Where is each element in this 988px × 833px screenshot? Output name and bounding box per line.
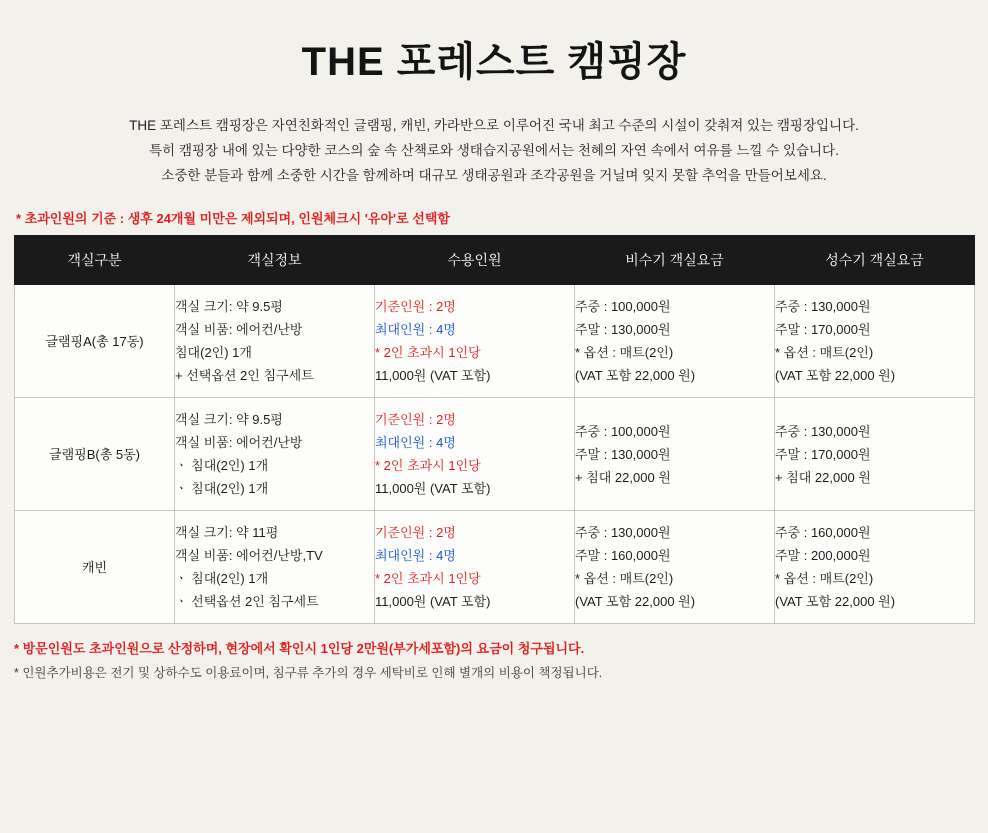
- rate-line: 주중 : 100,000원: [575, 299, 671, 314]
- rate-line: + 침대 22,000 원: [775, 469, 871, 485]
- room-info-cell: [175, 285, 375, 398]
- capacity-line: 기준인원 : 2명: [375, 299, 456, 314]
- room-info-line: 객실 비품: 에어컨/난방,TV: [175, 548, 323, 563]
- room-info-line: 객실 비품: 에어컨/난방: [175, 322, 303, 337]
- footer-notes: [14, 624, 974, 681]
- capacity-line: * 2인 초과시 1인당: [375, 345, 481, 360]
- table-row: [15, 285, 975, 398]
- column-header-room-type: 객실구분: [15, 236, 175, 285]
- intro-line: 특히 캠핑장 내에 있는 다양한 코스의 숲 속 산책로와 생태습지공원에서는 천혜의 자연 속에서 여유를 느낄 수 있습니다.: [149, 143, 839, 158]
- rate-line: (VAT 포함 22,000 원): [575, 368, 696, 383]
- rate-line: (VAT 포함 22,000 원): [775, 368, 896, 383]
- room-type-cell: 글램핑A(총 17동): [15, 285, 175, 398]
- column-header-offpeak-rate: 비수기 객실요금: [575, 236, 775, 285]
- rate-line: 주중 : 100,000원: [575, 423, 671, 439]
- room-type-cell: 캐빈: [15, 511, 175, 624]
- rate-line: (VAT 포함 22,000 원): [775, 594, 896, 609]
- capacity-cell: [375, 285, 575, 398]
- rate-line: * 옵션 : 매트(2인): [575, 571, 674, 586]
- offpeak-rate-cell: [575, 511, 775, 624]
- room-type-cell: 글램핑B(총 5동): [15, 398, 175, 511]
- top-note: * 초과인원의 기준 : 생후 24개월 미만은 제외되며, 인원체크시 '유아'로 선택함: [16, 211, 450, 226]
- rate-line: 주말 : 170,000원: [775, 446, 871, 462]
- rate-line: 주중 : 130,000원: [775, 423, 871, 439]
- rate-line: + 침대 22,000 원: [575, 469, 671, 485]
- room-info-line: 객실 크기: 약 9.5평: [175, 299, 283, 314]
- rate-line: * 옵션 : 매트(2인): [775, 571, 874, 586]
- table-row: [15, 398, 975, 511]
- page-title: THE 포레스트 캠핑장: [301, 40, 687, 84]
- intro-line: THE 포레스트 캠핑장은 자연친화적인 글램핑, 캐빈, 카라반으로 이루어진 국내 최고 수준의 시설이 갖춰져 있는 캠핑장입니다.: [129, 118, 859, 133]
- room-info-line: ㆍ 선택옵션 2인 침구세트: [175, 594, 319, 609]
- room-info-line: ㆍ 침대(2인) 1개: [175, 481, 269, 496]
- rate-line: 주말 : 200,000원: [775, 548, 871, 563]
- rate-line: 주중 : 130,000원: [775, 299, 871, 314]
- capacity-line: * 2인 초과시 1인당: [375, 571, 481, 586]
- footer-note-info: * 인원추가비용은 전기 및 상하수도 이용료이며, 침구류 추가의 경우 세탁비로 인해 별개의 비용이 책정됩니다.: [14, 666, 603, 680]
- capacity-cell: [375, 511, 575, 624]
- capacity-line: 11,000원 (VAT 포함): [375, 481, 491, 496]
- intro-paragraph: [14, 91, 974, 194]
- capacity-line: 최대인원 : 4명: [375, 435, 456, 450]
- room-info-line: 객실 비품: 에어컨/난방: [175, 435, 303, 450]
- rate-line: 주말 : 170,000원: [775, 322, 871, 337]
- room-info-line: 객실 크기: 약 9.5평: [175, 412, 283, 427]
- rate-line: 주중 : 130,000원: [575, 525, 671, 540]
- capacity-line: 최대인원 : 4명: [375, 322, 456, 337]
- capacity-line: 기준인원 : 2명: [375, 525, 456, 540]
- rate-line: 주말 : 160,000원: [575, 548, 671, 563]
- offpeak-rate-cell: [575, 398, 775, 511]
- column-header-room-info: 객실정보: [175, 236, 375, 285]
- column-header-capacity: 수용인원: [375, 236, 575, 285]
- peak-rate-cell: [775, 398, 975, 511]
- rate-line: * 옵션 : 매트(2인): [775, 345, 874, 360]
- table-row: [15, 511, 975, 624]
- capacity-line: 기준인원 : 2명: [375, 412, 456, 427]
- rate-line: * 옵션 : 매트(2인): [575, 345, 674, 360]
- capacity-line: * 2인 초과시 1인당: [375, 458, 481, 473]
- capacity-cell: [375, 398, 575, 511]
- room-info-line: 침대(2인) 1개: [175, 345, 252, 360]
- capacity-line: 11,000원 (VAT 포함): [375, 368, 491, 383]
- peak-rate-cell: [775, 285, 975, 398]
- capacity-line: 11,000원 (VAT 포함): [375, 594, 491, 609]
- rate-line: 주중 : 160,000원: [775, 525, 871, 540]
- column-header-peak-rate: 성수기 객실요금: [775, 236, 975, 285]
- room-info-line: + 선택옵션 2인 침구세트: [175, 368, 314, 383]
- footer-note-warning: * 방문인원도 초과인원으로 산정하며, 현장에서 확인시 1인당 2만원(부가세포함)의 요금이 청구됩니다.: [14, 641, 585, 656]
- rate-table: [14, 235, 975, 624]
- rate-line: 주말 : 130,000원: [575, 446, 671, 462]
- room-info-line: ㆍ 침대(2인) 1개: [175, 458, 269, 473]
- intro-line: 소중한 분들과 함께 소중한 시간을 함께하며 대규모 생태공원과 조각공원을 거닐며 잊지 못할 추억을 만들어보세요.: [161, 168, 827, 183]
- room-info-line: ㆍ 침대(2인) 1개: [175, 571, 269, 586]
- capacity-line: 최대인원 : 4명: [375, 548, 456, 563]
- room-info-line: 객실 크기: 약 11평: [175, 525, 279, 540]
- table-header-row: [15, 236, 975, 285]
- rate-line: (VAT 포함 22,000 원): [575, 594, 696, 609]
- room-info-cell: [175, 511, 375, 624]
- offpeak-rate-cell: [575, 285, 775, 398]
- peak-rate-cell: [775, 511, 975, 624]
- room-info-cell: [175, 398, 375, 511]
- rate-line: 주말 : 130,000원: [575, 322, 671, 337]
